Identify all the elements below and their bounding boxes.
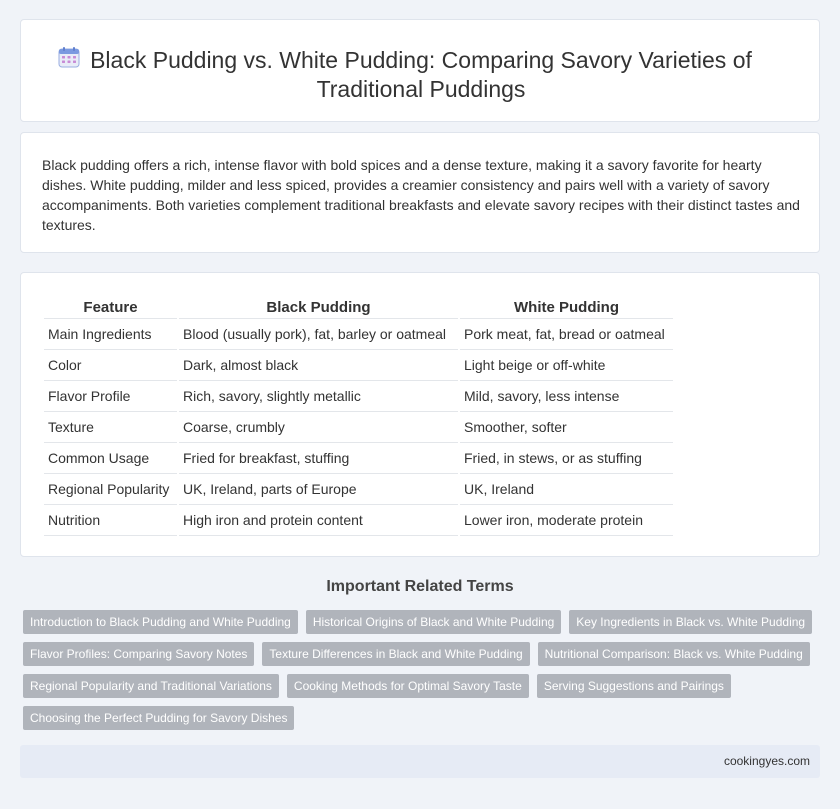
- table-row: [44, 443, 673, 474]
- table-cell: Flavor Profile: [44, 381, 177, 412]
- table-cell: Light beige or off-white: [460, 350, 673, 381]
- comparison-table: [42, 296, 675, 536]
- table-cell: Texture: [44, 412, 177, 443]
- related-term-tag[interactable]: Regional Popularity and Traditional Variations: [23, 674, 279, 698]
- related-term-tag[interactable]: Flavor Profiles: Comparing Savory Notes: [23, 642, 254, 666]
- tag-row: [23, 706, 823, 730]
- table-cell: Fried for breakfast, stuffing: [179, 443, 458, 474]
- column-header-black-pudding: Black Pudding: [179, 296, 458, 319]
- table-cell: High iron and protein content: [179, 505, 458, 536]
- related-term-tag[interactable]: Serving Suggestions and Pairings: [537, 674, 731, 698]
- table-row: [44, 505, 673, 536]
- table-cell: UK, Ireland: [460, 474, 673, 505]
- related-term-tag[interactable]: Choosing the Perfect Pudding for Savory Dishes: [23, 706, 294, 730]
- related-term-tag[interactable]: Introduction to Black Pudding and White Pudding: [23, 610, 298, 634]
- related-term-tag[interactable]: Texture Differences in Black and White Pudding: [262, 642, 529, 666]
- column-header-feature: Feature: [44, 296, 177, 319]
- table-cell: Dark, almost black: [179, 350, 458, 381]
- page-title: Black Pudding vs. White Pudding: Comparing Savory Varieties of Traditional Puddings: [90, 47, 752, 102]
- table-cell: Main Ingredients: [44, 319, 177, 350]
- table-header-row: [44, 296, 673, 319]
- table-cell: Pork meat, fat, bread or oatmeal: [460, 319, 673, 350]
- table-cell: Rich, savory, slightly metallic: [179, 381, 458, 412]
- tag-row: [23, 674, 823, 698]
- footer-site-link[interactable]: cookingyes.com: [723, 754, 810, 768]
- table-cell: Blood (usually pork), fat, barley or oatmeal: [179, 319, 458, 350]
- intro-paragraph: Black pudding offers a rich, intense flavor with bold spices and a dense texture, making it a savory favorite for hearty dishes. White pudding, milder and less spiced, provides a creamier consistency and pairs well with a variety of savory accompaniments. Both varieties complement traditional breakfasts and elevate savory recipes with their distinct tastes and textures.: [42, 157, 800, 233]
- title-wrap: [21, 46, 821, 104]
- table-row: [44, 412, 673, 443]
- table-cell: Fried, in stews, or as stuffing: [460, 443, 673, 474]
- table-cell: Regional Popularity: [44, 474, 177, 505]
- table-cell: Lower iron, moderate protein: [460, 505, 673, 536]
- comparison-table-card: [20, 272, 820, 557]
- related-terms-heading: Important Related Terms: [326, 578, 514, 595]
- table-cell: Color: [44, 350, 177, 381]
- table-cell: Smoother, softer: [460, 412, 673, 443]
- intro-card: [20, 132, 820, 253]
- header-card: [20, 19, 820, 122]
- related-terms-tags: [23, 610, 823, 738]
- column-header-white-pudding: White Pudding: [460, 296, 673, 319]
- table-cell: Nutrition: [44, 505, 177, 536]
- table-row: [44, 319, 673, 350]
- table-row: [44, 474, 673, 505]
- related-term-tag[interactable]: Historical Origins of Black and White Pudding: [306, 610, 561, 634]
- table-row: [44, 381, 673, 412]
- table-cell: Mild, savory, less intense: [460, 381, 673, 412]
- table-cell: UK, Ireland, parts of Europe: [179, 474, 458, 505]
- table-cell: Coarse, crumbly: [179, 412, 458, 443]
- related-term-tag[interactable]: Nutritional Comparison: Black vs. White Pudding: [538, 642, 810, 666]
- related-term-tag[interactable]: Key Ingredients in Black vs. White Pudding: [569, 610, 812, 634]
- tag-row: [23, 610, 823, 634]
- table-row: [44, 350, 673, 381]
- tag-row: [23, 642, 823, 666]
- footer: [20, 745, 820, 778]
- table-cell: Common Usage: [44, 443, 177, 474]
- related-term-tag[interactable]: Cooking Methods for Optimal Savory Taste: [287, 674, 529, 698]
